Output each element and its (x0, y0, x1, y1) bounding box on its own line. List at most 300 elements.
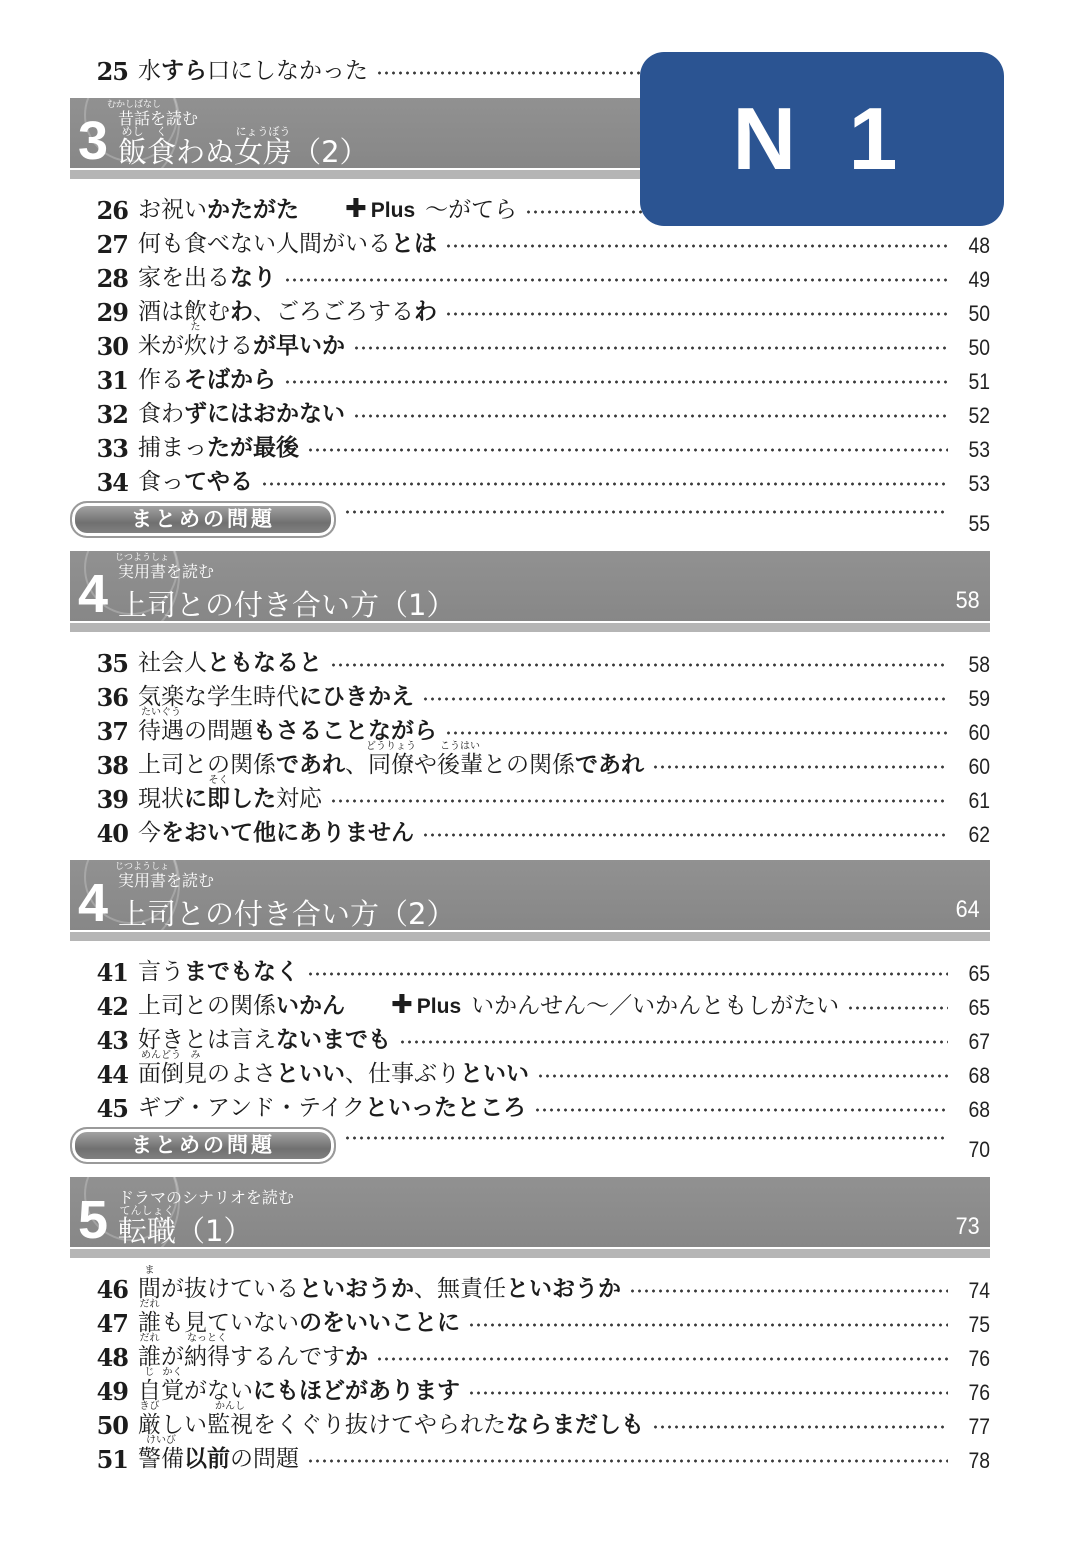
item-number: 26 (96, 195, 128, 225)
genre-segment: を読む (150, 109, 199, 128)
text-segment: 上司との関係 (138, 992, 276, 1019)
text-segment: をおいて他にありません (161, 819, 414, 846)
title-segment (118, 125, 148, 168)
item-number: 50 (96, 1410, 128, 1440)
section-page-number: 73 (955, 1213, 980, 1240)
dot-leader (344, 510, 948, 514)
text-segment (161, 1366, 184, 1404)
furigana: じつようしょ (114, 862, 170, 872)
page-number: 49 (968, 266, 990, 292)
item-text (138, 368, 276, 393)
text-segment: ける (207, 332, 253, 359)
dot-leader (534, 1108, 948, 1112)
item-number: 37 (96, 716, 128, 746)
page-number: 60 (968, 719, 990, 745)
text-segment: がない (184, 1377, 253, 1404)
furigana: く (156, 125, 168, 138)
toc-item (70, 774, 990, 814)
text-segment: ギブ・アンド・テイク (138, 1094, 366, 1121)
section-strip (70, 623, 990, 632)
text-segment: といい (460, 1060, 529, 1087)
badge-label: N 1 (732, 89, 912, 188)
text-segment: するんです (230, 1343, 345, 1370)
base-text: 面倒 (138, 1060, 184, 1087)
page-number: 76 (968, 1345, 990, 1371)
base-text: 実用書 (118, 562, 167, 581)
title-segment (234, 125, 293, 168)
text-segment: であれ (276, 751, 345, 778)
item-text (138, 1434, 299, 1472)
base-text: 後輩 (437, 751, 483, 778)
item-number: 42 (96, 991, 128, 1021)
toc-item (70, 321, 990, 361)
furigana: かく (162, 1366, 183, 1378)
base-text: 納得 (184, 1343, 230, 1370)
page-number: 50 (968, 300, 990, 326)
item-text (138, 470, 253, 495)
text-segment: ならまだしも (506, 1411, 644, 1438)
page-number: 67 (968, 1028, 990, 1054)
genre-segment: を読む (166, 562, 215, 581)
text-segment: ずにはおかない (184, 400, 345, 427)
summary-pill-row (70, 1127, 990, 1163)
item-text (138, 402, 345, 427)
item-text (138, 1366, 460, 1404)
title-segment: （1） (176, 1214, 253, 1247)
item-number: 31 (96, 365, 128, 395)
text-segment: の問題 (184, 717, 253, 744)
dot-leader (307, 1459, 948, 1463)
page-number: 74 (968, 1277, 990, 1303)
base-text: 間 (138, 1275, 161, 1302)
page-number: 59 (968, 685, 990, 711)
section-genre (114, 862, 990, 890)
dot-leader (307, 448, 948, 452)
section-text (118, 1177, 990, 1246)
dot-leader (330, 799, 948, 803)
item-text (138, 1096, 526, 1121)
furigana: にょうぼう (235, 125, 291, 138)
dot-leader (330, 663, 948, 667)
section-title (118, 896, 990, 930)
dot-leader (468, 1323, 948, 1327)
text-segment: ともなると (207, 649, 322, 676)
text-segment: 酒は飲む (138, 298, 230, 325)
page-number: 65 (968, 994, 990, 1020)
base-text: 待遇 (138, 717, 184, 744)
furigana: どうりょう (366, 740, 416, 752)
furigana: ま (144, 1264, 155, 1276)
text-segment: も見ていない (161, 1309, 299, 1336)
page-number: 70 (968, 1136, 990, 1162)
base-text: 誰 (138, 1309, 161, 1336)
text-segment (138, 706, 184, 744)
toc-item (70, 291, 990, 325)
text-segment: にもほどがあります (253, 1377, 460, 1404)
item-number: 36 (96, 682, 128, 712)
text-segment: のをいいことに (299, 1309, 460, 1336)
text-segment: 言う (138, 958, 184, 985)
dot-leader (468, 1391, 948, 1395)
item-text (138, 1049, 529, 1087)
section-number: 5 (78, 1190, 109, 1247)
item-number: 27 (96, 229, 128, 259)
text-segment (437, 740, 483, 778)
item-number: 35 (96, 648, 128, 678)
toc-item (70, 257, 990, 291)
toc-item (70, 812, 990, 846)
page-number: 48 (968, 232, 990, 258)
item-number: 47 (96, 1308, 128, 1338)
item-text (138, 651, 322, 676)
section-band (70, 860, 990, 930)
toc-item (70, 951, 990, 985)
text-segment: をくぐり抜けてやられた (253, 1411, 506, 1438)
page-number: 75 (968, 1311, 990, 1337)
text-segment: 捕まっ (138, 434, 207, 461)
summary-pill (70, 1127, 336, 1164)
text-segment: 〜がてら (425, 196, 518, 223)
base-text: 飯 (118, 135, 148, 168)
genre-segment (114, 862, 170, 890)
base-text: 転職 (118, 1214, 177, 1247)
section-page-number: 58 (955, 587, 980, 614)
title-segment: （2） (292, 135, 369, 168)
item-text (138, 1264, 621, 1302)
furigana: だれ (139, 1332, 160, 1344)
text-segment: 好きとは言え (138, 1026, 276, 1053)
text-segment: にひきかえ (299, 683, 414, 710)
base-text: 即 (207, 785, 230, 812)
item-number: 45 (96, 1093, 128, 1123)
item-number: 32 (96, 399, 128, 429)
summary-pill-label: まとめの問題 (131, 1132, 275, 1157)
text-segment: 以前 (184, 1445, 230, 1472)
text-segment: 作る (138, 366, 184, 393)
furigana: なっとく (187, 1332, 227, 1344)
section-title (118, 1204, 990, 1247)
text-segment (184, 321, 207, 359)
dot-leader (284, 278, 948, 282)
item-number: 44 (96, 1059, 128, 1089)
text-segment: 、 (345, 751, 368, 778)
toc-item (70, 1434, 990, 1474)
furigana: かんし (215, 1400, 245, 1412)
text-segment: といおうか (506, 1275, 621, 1302)
toc-item (70, 427, 990, 461)
dot-leader (376, 1357, 948, 1361)
item-text (138, 774, 322, 812)
item-text (138, 321, 345, 359)
page-number: 61 (968, 787, 990, 813)
dot-leader (422, 697, 948, 701)
plus-label: Plus (370, 198, 416, 222)
item-text (138, 960, 299, 985)
text-segment (207, 774, 230, 812)
section-number: 4 (78, 873, 109, 930)
item-text (138, 59, 368, 84)
section-strip (70, 932, 990, 941)
genre-segment: を読む (166, 871, 215, 890)
plus-addon (345, 193, 425, 224)
text-segment: 食わ (138, 400, 184, 427)
text-segment: のよさ (207, 1060, 276, 1087)
text-segment: すら (161, 57, 207, 84)
item-number: 39 (96, 784, 128, 814)
base-text: 食 (147, 135, 177, 168)
text-segment: 気楽な学生時代 (138, 683, 299, 710)
toc-item (70, 223, 990, 257)
item-number: 46 (96, 1274, 128, 1304)
item-number: 33 (96, 433, 128, 463)
text-segment: か (345, 1343, 368, 1370)
dot-leader (399, 1040, 948, 1044)
page-number: 50 (968, 334, 990, 360)
base-text: 監視 (207, 1411, 253, 1438)
item-text (138, 232, 437, 257)
furigana: けいび (146, 1434, 176, 1446)
page-number: 52 (968, 402, 990, 428)
page-number: 53 (968, 436, 990, 462)
text-segment: 現状 (138, 785, 184, 812)
text-segment: もさることながら (253, 717, 437, 744)
text-segment: わ (414, 298, 437, 325)
section-number: 3 (78, 111, 109, 168)
item-number: 38 (96, 750, 128, 780)
text-segment (366, 740, 416, 778)
genre-segment (114, 553, 170, 581)
text-segment: や (414, 751, 437, 778)
text-segment: わ (230, 298, 253, 325)
furigana: こうはい (440, 740, 480, 752)
dot-leader (353, 346, 948, 350)
furigana: むかしばなし (106, 100, 162, 110)
section-header (70, 1177, 990, 1258)
text-segment: との関係 (483, 751, 575, 778)
toc-item (70, 676, 990, 710)
furigana: てんしょく (119, 1204, 175, 1217)
title-segment (118, 1204, 177, 1247)
dot-leader (629, 1289, 948, 1293)
toc-item (70, 985, 990, 1019)
text-segment: しい (161, 1411, 207, 1438)
page-number: 68 (968, 1062, 990, 1088)
text-segment: に (184, 785, 207, 812)
furigana: めし (121, 125, 144, 138)
page-number: 62 (968, 821, 990, 847)
section-title (118, 587, 990, 621)
base-text: 厳 (138, 1411, 161, 1438)
text-segment: 社会人 (138, 649, 207, 676)
furigana: じつようしょ (114, 553, 170, 563)
item-number: 28 (96, 263, 128, 293)
page-number: 53 (968, 470, 990, 496)
page-number: 68 (968, 1096, 990, 1122)
dot-leader (344, 1136, 948, 1140)
text-segment: たが最後 (207, 434, 299, 461)
base-text: 誰 (138, 1343, 161, 1370)
dot-leader (537, 1074, 948, 1078)
title-segment (147, 125, 177, 168)
text-segment: お祝い (138, 196, 207, 223)
page-number: 65 (968, 960, 990, 986)
item-text (138, 300, 437, 325)
item-number: 30 (96, 331, 128, 361)
dot-leader (652, 1425, 948, 1429)
toc-item (70, 642, 990, 676)
item-number: 43 (96, 1025, 128, 1055)
item-text (138, 1400, 644, 1438)
item-number: 40 (96, 818, 128, 848)
text-segment: 、無責任 (414, 1275, 506, 1302)
section-number: 4 (78, 564, 109, 621)
text-segment: 水 (138, 57, 161, 84)
text-segment: といい (276, 1060, 345, 1087)
section-header (70, 551, 990, 632)
section-strip (70, 1249, 990, 1258)
furigana: じ (144, 1366, 155, 1378)
text-segment: が早いか (253, 332, 345, 359)
text-segment: 米が (138, 332, 184, 359)
title-segment: わぬ (176, 135, 235, 168)
text-segment: 上司との関係 (138, 751, 276, 778)
base-text: 警備 (138, 1445, 184, 1472)
section-page-number: 64 (955, 896, 980, 923)
text-segment: かたがた (207, 196, 299, 223)
base-text: 見 (184, 1060, 207, 1087)
text-segment (207, 1400, 253, 1438)
furigana: た (190, 321, 201, 333)
text-segment: 口にしなかった (207, 57, 368, 84)
item-number: 48 (96, 1342, 128, 1372)
text-segment: が抜けている (161, 1275, 299, 1302)
dot-leader (847, 1006, 948, 1010)
text-segment: の問題 (230, 1445, 299, 1472)
base-text: 炊 (184, 332, 207, 359)
text-segment: といったところ (365, 1094, 527, 1121)
summary-pill (70, 501, 336, 538)
item-number: 49 (96, 1376, 128, 1406)
dot-leader (353, 414, 948, 418)
genre-segment: ドラマのシナリオを読む (118, 1188, 294, 1207)
furigana: きび (139, 1400, 160, 1412)
text-segment: 家を出る (138, 264, 230, 291)
text-segment: 、仕事ぶり (345, 1060, 460, 1087)
furigana: み (190, 1049, 201, 1061)
section-genre (118, 1190, 990, 1206)
page-number: 78 (968, 1447, 990, 1473)
furigana: たいぐう (141, 706, 181, 718)
text-segment: といおうか (299, 1275, 414, 1302)
toc-item (70, 461, 990, 495)
plus-label: Plus (416, 994, 462, 1018)
toc-item (70, 1019, 990, 1053)
text-segment: までもなく (184, 958, 299, 985)
dot-leader (307, 972, 948, 976)
text-segment: いかん (276, 992, 345, 1019)
text-segment: なり (230, 264, 276, 291)
page-number: 51 (968, 368, 990, 394)
item-number: 34 (96, 467, 128, 497)
text-segment: 何も食べない人間がいる (138, 230, 391, 257)
text-segment (138, 1434, 184, 1472)
section-band (70, 551, 990, 621)
title-segment: 上司との付き合い方（1） (118, 588, 456, 621)
base-text: 実用書 (118, 871, 167, 890)
page-number: 58 (968, 651, 990, 677)
item-text (138, 193, 518, 224)
dot-leader (652, 765, 948, 769)
base-text: 自 (138, 1377, 161, 1404)
page-number: 77 (968, 1413, 990, 1439)
dot-leader (422, 833, 948, 837)
furigana: そく (208, 774, 229, 786)
summary-pill-row (70, 501, 990, 537)
section-genre (114, 553, 990, 581)
page-number: 55 (968, 510, 990, 536)
table-of-contents (70, 50, 990, 1472)
text-segment: 、ごろごろする (253, 298, 414, 325)
item-number: 29 (96, 297, 128, 327)
dot-leader (284, 380, 948, 384)
text-segment: てやる (184, 468, 253, 495)
dot-leader (445, 312, 948, 316)
summary-pill-label: まとめの問題 (131, 506, 275, 531)
section-band (70, 1177, 990, 1247)
furigana: だれ (139, 1298, 160, 1310)
toc-item (70, 1087, 990, 1121)
section-text (114, 551, 990, 621)
page-number: 60 (968, 753, 990, 779)
n1-level-badge (640, 52, 1004, 226)
text-segment: とは (391, 230, 437, 257)
text-segment: 対応 (276, 785, 322, 812)
dot-leader (445, 244, 948, 248)
item-text (138, 989, 840, 1020)
base-text: 同僚 (368, 751, 414, 778)
text-segment: ないまでも (276, 1026, 391, 1053)
plus-icon: ✚ (345, 193, 367, 224)
base-text: 覚 (161, 1377, 184, 1404)
text-segment: 食っ (138, 468, 184, 495)
text-segment: が (161, 1343, 184, 1370)
title-segment: 上司との付き合い方（2） (118, 897, 456, 930)
toc-item (70, 359, 990, 393)
base-text: 昔話 (118, 109, 151, 128)
base-text: 女房 (234, 135, 293, 168)
text-segment: 今 (138, 819, 161, 846)
dot-leader (445, 731, 948, 735)
furigana: めんどう (141, 1049, 181, 1061)
toc-item (70, 393, 990, 427)
text-segment: であれ (575, 751, 644, 778)
page-number: 76 (968, 1379, 990, 1405)
item-text (138, 821, 414, 846)
text-segment (184, 1332, 230, 1370)
dot-leader (261, 482, 948, 486)
text-segment: そばから (184, 366, 276, 393)
item-number: 51 (96, 1444, 128, 1474)
plus-addon (391, 989, 471, 1020)
section-text (114, 860, 990, 930)
section-header (70, 860, 990, 941)
item-text (138, 266, 276, 291)
text-segment: した (230, 785, 276, 812)
plus-icon: ✚ (391, 989, 413, 1020)
text-segment (184, 1049, 207, 1087)
text-segment: いかんせん〜／いかんともしがたい (471, 992, 840, 1019)
text-segment (138, 1049, 184, 1087)
